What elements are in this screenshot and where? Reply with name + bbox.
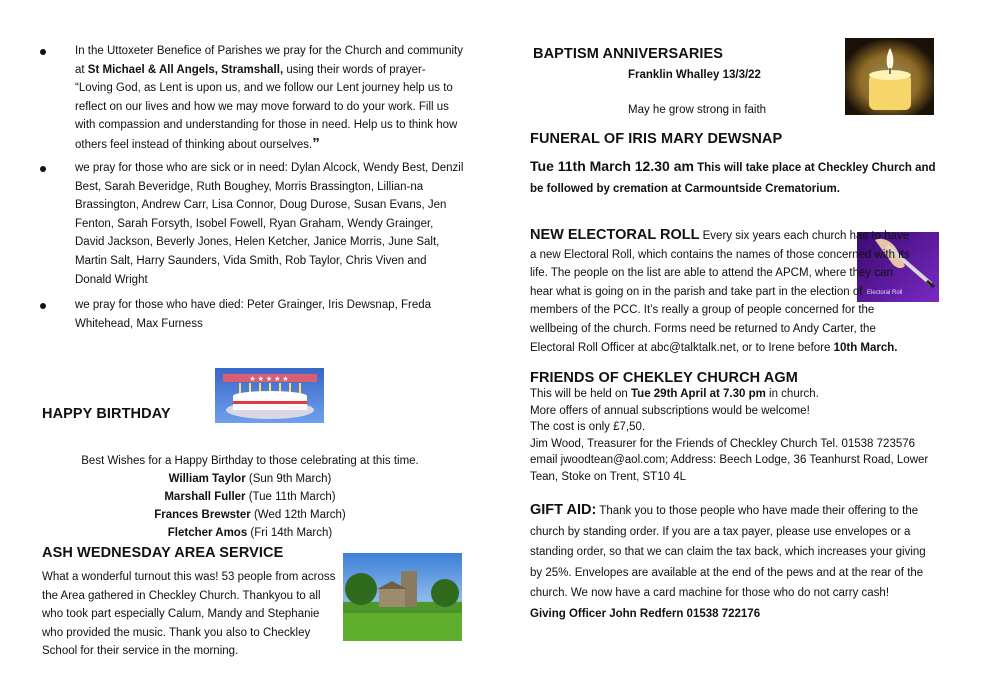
friends-meeting: This will be held on Tue 29th April at 7.30 pm in church. (530, 388, 819, 400)
friends-subscriptions: More offers of annual subscriptions would be welcome! (530, 404, 810, 417)
friends-cost: The cost is only £7,50. (530, 421, 646, 433)
gift-aid-text: Thank you to those people who have made their offering to the church by standing order. If you are a tax payer, please use envelopes or a standing order, so that we can claim the tax back, which increases your giving by 25%. Envelopes are available at the end of the pews and at the rear of the church. We now have a card machine for those who do not carry cash! (530, 505, 926, 599)
friends-contact: email jwoodtean@aol.com; Address: Beech Lodge, 36 Teanhurst Road, Lower Tean, Stoke on Trent, ST10 4L (530, 454, 929, 483)
giving-officer: Giving Officer John Redfern 01538 722176 (530, 607, 761, 620)
image-caption: Electoral Roll (867, 290, 903, 296)
electoral-roll-paragraph: Every six years each church has to have a new Electoral Roll, which contains the names of those concerned with its life. The people on the list are able to attend the APCM, where they can hear what is going on in the parish and take part in the election of members of the PCC. It’s really a group of people concerned for the wellbeing of the church. Forms need be returned to Andy Carter, the Electoral Roll Officer at abc@talktalk.net, or to Irene before (530, 230, 910, 354)
birthday-person: William Taylor (Sun 9th March) (168, 473, 332, 485)
friends-treasurer: Jim Wood, Treasurer for the Friends of Checkley Church Tel. 01538 723576 (530, 437, 916, 450)
baptism-heading: BAPTISM ANNIVERSARIES (533, 46, 724, 62)
svg-text:★ ★ ★ ★ ★: ★ ★ ★ ★ ★ (249, 376, 289, 383)
funeral-notice (530, 156, 950, 200)
birthday-person: Marshall Fuller (Tue 11th March) (164, 491, 336, 503)
birthday-intro: Best Wishes for a Happy Birthday to those celebrating at this time. (81, 455, 419, 467)
birthday-person: Fletcher Amos (Fri 14th March) (167, 527, 333, 539)
electoral-roll-heading: NEW ELECTORAL ROLL (530, 227, 700, 243)
candle-image (845, 38, 934, 115)
baptism-name: Franklin Whalley 13/3/22 (628, 69, 761, 81)
birthday-heading: HAPPY BIRTHDAY (42, 406, 171, 422)
prayer-stramshall (75, 42, 465, 155)
electoral-roll-body (530, 226, 910, 357)
prayer-place: St Michael & All Angels, Stramshall, (87, 63, 284, 76)
gift-aid-heading: GIFT AID: (530, 502, 597, 518)
bullet (40, 166, 46, 172)
church-photo (343, 553, 462, 641)
birthday-cake-image (215, 368, 324, 423)
close-quote: ” (312, 134, 320, 152)
electoral-roll-deadline: 10th March. (833, 341, 898, 354)
baptism-blessing: May he grow strong in faith (628, 104, 767, 116)
friends-heading: FRIENDS OF CHEKLEY CHURCH AGM (530, 370, 798, 386)
funeral-heading: FUNERAL OF IRIS MARY DEWSNAP (530, 131, 783, 147)
prayer-sick: we pray for those who are sick or in need: Dylan Alcock, Wendy Best, Denzil Best, Sarah Beveridge, Ruth Boughey, Morris Brassington, Lillian-na Brassington, Andrew Carr, Lisa Connor, Doug Durose, Susan Evans, Jen Fenton, Sarah Forsyth, Isobel Fowell, Ryan Graham, Wendy Grainger, David Jackson, Beverly Jones, Helen Ketcher, Janice Morris, June Salt, Martin Salt, Harry Saunders, Vida Smith, Rob Taylor, Chris Viven and Donald Wright (75, 162, 464, 286)
funeral-text: This will take place at Checkley Church and be followed by cremation at Carmountside Crematorium. (530, 162, 936, 195)
friends-body (530, 386, 950, 485)
funeral-date: Tue 11th March 12.30 am (530, 158, 694, 174)
ash-body: What a wonderful turnout this was! 53 people from across the Area gathered in Checkley Church. Thankyou to all who took part especially Calum, Mandy and Stephanie who provided the music. Thank you also to Checkley School for their service in the morning. (42, 571, 336, 658)
bullet (40, 49, 46, 55)
birthday-person: Frances Brewster (Wed 12th March) (154, 509, 346, 521)
gift-aid-section (530, 500, 940, 624)
birthday-list (40, 452, 460, 542)
ash-heading: ASH WEDNESDAY AREA SERVICE (42, 545, 284, 561)
bullet (40, 303, 46, 309)
prayer-words: using their words of prayer- “Loving God, as Lent is upon us, and we follow our Lent journey help us to reflect on our lives and how we may move forward to do your work. Fill us with compassion and understanding for those in need. Help us to think how others feel instead of thinking about ourselves. (75, 63, 458, 151)
prayer-died: we pray for those who have died: Peter Grainger, Iris Dewsnap, Freda Whitehead, Max Furness (75, 299, 432, 330)
prayer-text: In the Uttoxeter Benefice of Parishes we pray for the Church and community at (75, 45, 463, 76)
